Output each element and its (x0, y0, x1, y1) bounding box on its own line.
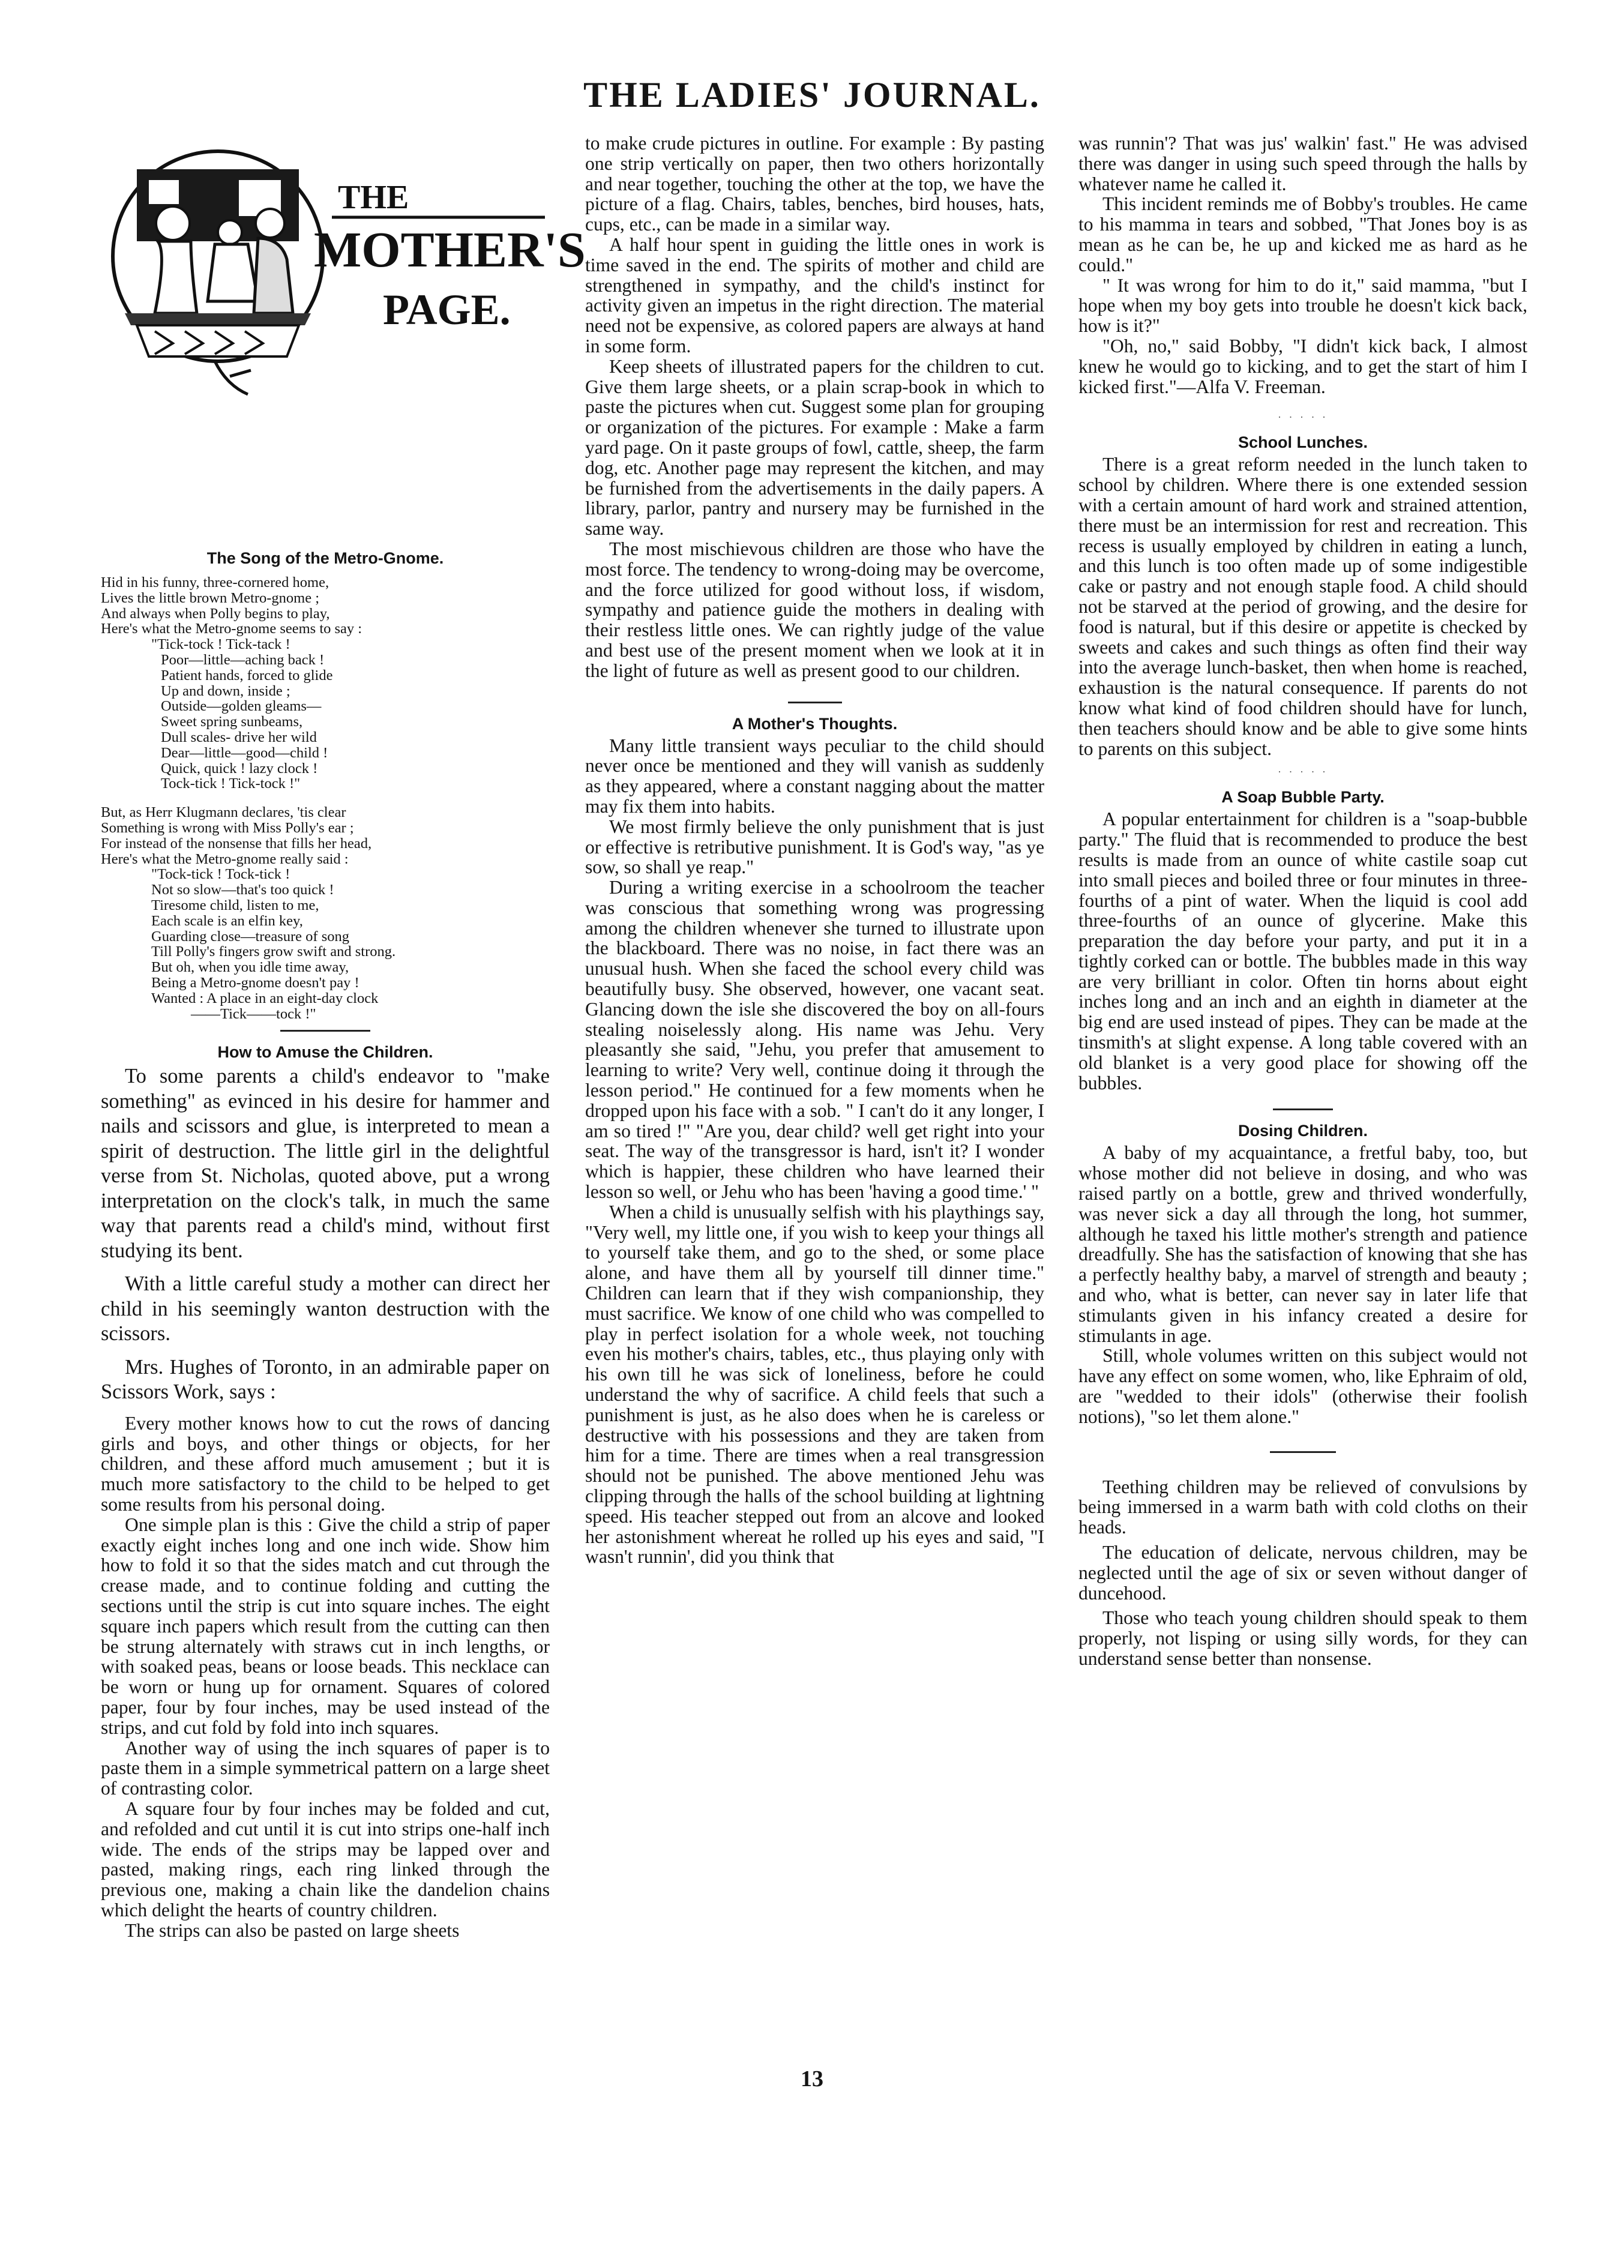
paragraph: Many little transient ways peculiar to the child should never once be mentioned and they will vanish as suddenly as they appeared, where a constant nagging about the matter may fix them into habits. (585, 735, 1044, 817)
poem-line: Patient hands, forced to glide (161, 667, 333, 684)
poem-line: ——Tick——tock !" (191, 1005, 316, 1022)
paragraph: A square four by four inches may be folded and cut, and refolded and cut until it is cut into strips one-half inch wide. The ends of the strips may be lapped over and pasted, making rings, each ring linked through the previous one, making a chain like the dandelion chains which delight the hearts of country children. (101, 1797, 550, 1921)
poem-line: For instead of the nonsense that fills her head, (101, 835, 372, 852)
poem-line: Up and down, inside ; (161, 682, 290, 699)
paragraph: Mrs. Hughes of Toronto, in an admirable paper on Scissors Work, says : (101, 1355, 550, 1404)
poem-line: Sweet spring sunbeams, (161, 714, 303, 730)
poem-line: But, as Herr Klugmann declares, 'tis clear (101, 804, 346, 821)
emblem-title-line2: MOTHER'S (314, 222, 586, 278)
section-divider (280, 1030, 370, 1032)
poem-line: Quick, quick ! lazy clock ! (161, 760, 318, 777)
paragraph: One simple plan is this : Give the child a strip of paper exactly eight inches long and one inch wide. Show him how to fold it so that the sides match and cut through the crease made, and to continue folding and cutting the sections until the strip is cut into square inches. The eight square inch papers which result from the cutting can then be strung alternately with straws cut in inch lengths, or with soaked peas, beans or loose beads. This necklace can be worn or hung up for ornament. Squares of colored paper, four by four inches, may be used instead of the strips, and cut fold by fold into inch squares. (101, 1514, 550, 1738)
amuse-body (101, 1413, 550, 1941)
emblem-title-line1: THE (338, 179, 409, 216)
paragraph: Keep sheets of illustrated papers for the children to cut. Give them large sheets, or a plain scrap-book in which to paste the pictures when cut. Suggest some plan for grouping or organization of the pictures. For example : Make a farm yard page. On it paste groups of fowl, cattle, sheep, the farm dog, etc. Another page may represent the kitchen, and may be furnished from the advertisements in the daily papers. A library, parlor, pantry and nursery may be furnished in the same way. (585, 355, 1044, 540)
paragraph: Another way of using the inch squares of paper is to paste them in a simple symmetrical pattern on a large sheet of contrasting color. (101, 1737, 550, 1799)
song-title: The Song of the Metro-Gnome. (206, 549, 444, 567)
poem-line: "Tick-tock ! Tick-tack ! (151, 636, 290, 653)
poem-line: Hid in his funny, three-cornered home, (101, 574, 329, 591)
amuse-intro (101, 1064, 550, 1405)
ornament-divider: · · · · · (1278, 411, 1328, 424)
poem-line: Outside—golden gleams— (161, 698, 322, 715)
paragraph: was runnin'? That was jus' walkin' fast." He was advised there was danger in using such speed through the halls by whatever name he called it. (1078, 133, 1527, 194)
bubble-title: A Soap Bubble Party. (1221, 788, 1385, 807)
poem-line: Lives the little brown Metro-gnome ; (101, 589, 320, 606)
poem-line: Not so slow—that's too quick ! (151, 882, 334, 898)
poem-line: But oh, when you idle time away, (151, 959, 349, 976)
paragraph: During a writing exercise in a schoolroom the teacher was conscious that something wrong was progressing among the children whenever she turned to illustrate upon the blackboard. There was no noise, in fact there was an unusual hush. When she faced the school every child was beautifully busy. She observed, however, one vacant seat. Glancing down the isle she discovered the boy on all-fours stealing noiselessly along. His name was Jehu. Very pleasantly she said, "Jehu, you prefer that amusement to learning to write? Very well, continue doing it through the lesson period." He continued for a few moments when he dropped upon his face with a sob. " I can't do it any longer, I am so tired !" "Are you, dear child? well get right into your seat. The way of the transgressor is hard, isn't it? I wonder which is happier, these children who have learned their lesson so well, or Jehu who has been 'having a good time.' " (585, 877, 1044, 1203)
paragraph: The most mischievous children are those who have the most force. The tendency to wrong-doing may be overcome, and the force utilized for good without loss, if wisdom, sympathy and patience guide the mothers in dealing with their restless little ones. We can rightly judge of the value and best use of the present moment when we look at it in the light of future as well as present good to our children. (585, 538, 1044, 681)
poem-line: And always when Polly begins to play, (101, 605, 330, 622)
mothers-page-emblem (101, 133, 586, 403)
poem-line: Dull scales- drive her wild (161, 729, 317, 745)
paragraph: This incident reminds me of Bobby's troubles. He came to his mamma in tears and sobbed, "That Jones boy is as mean as he can be, he up and kicked me as hard as he could." (1078, 193, 1527, 275)
thoughts-title: A Mother's Thoughts. (732, 714, 898, 733)
paragraph: " It was wrong for him to do it," said mamma, "but I hope when my boy gets into trouble he doesn't kick back, how is it?" (1078, 274, 1527, 337)
dosing-title: Dosing Children. (1238, 1122, 1368, 1140)
paragraph: "Oh, no," said Bobby, "I didn't kick back, I almost knew he would go to kicking, and to get the start of him I kicked first."—Alfa V. Freeman. (1078, 335, 1527, 397)
ornament-divider: · · · · · (1278, 766, 1328, 778)
poem-line: Poor—little—aching back ! (161, 651, 325, 668)
section-divider (788, 702, 842, 703)
paragraph: A baby of my acquaintance, a fretful baby, too, but whose mother did not believe in dosing, and who was raised partly on a bottle, grew and thrived wonderfully, was never sick a day all through the long, hot summer, although he taxed his little mother's strength and patience dreadfully. She has the satisfaction of knowing that she has a perfectly healthy baby, a marvel of strength and beauty ; and who, what is better, can never say in later life that stimulants given in his infancy created a desire for stimulants in age. (1078, 1142, 1527, 1346)
amuse-title: How to Amuse the Children. (217, 1043, 433, 1062)
column-left (101, 133, 586, 1941)
paragraph: to make crude pictures in outline. For example : By pasting one strip vertically on paper, then two others horizontally and near together, touching the other at the top, we have the picture of a flag. Chairs, tables, benches, bird houses, hats, cups, etc., can be made in a similar way. (585, 133, 1044, 235)
emblem-illustration (113, 151, 323, 394)
section-divider (1270, 1451, 1336, 1453)
paragraph: Still, whole volumes written on this subject would not have any effect on some women, who, like Ephraim of old, are "wedded to their idols" (otherwise their foolish notions), "so let them alone." (1078, 1345, 1527, 1427)
paragraph: The strips can also be pasted on large sheets (125, 1919, 460, 1941)
poem-line: Something is wrong with Miss Polly's ear ; (101, 819, 354, 836)
poem-line: Dear—little—good—child ! (161, 744, 328, 761)
lunches-title: School Lunches. (1238, 433, 1368, 452)
poem-line: Till Polly's fingers grow swift and strong. (151, 943, 396, 960)
song-poem (101, 575, 550, 1021)
poem-line: Guarding close—treasure of song (151, 928, 349, 945)
poem-line: Here's what the Metro-gnome really said : (101, 850, 349, 867)
column-right (1078, 133, 1527, 1669)
page-number: 13 (801, 2066, 823, 2092)
poem-line: Each scale is an elfin key, (151, 912, 303, 929)
paragraph: A half hour spent in guiding the little ones in work is time saved in the end. The spirits of mother and child are strengthened in sympathy, and the child's instinct for activity given an impetus in the right direction. The material need not be expensive, as colored papers are always at hand in some form. (585, 233, 1044, 356)
poem-line: Being a Metro-gnome doesn't pay ! (151, 974, 359, 991)
paragraph: To some parents a child's endeavor to "make something" as evinced in his desire for hammer and nails and scissors and glue, is interpreted to mean a spirit of destruction. The little girl in the delightful verse from St. Nicholas, quoted above, put a wrong interpretation on the clock's talk, in much the same way that parents read a child's mind, without first studying its bent. (101, 1065, 550, 1262)
masthead: THE LADIES' JOURNAL. (583, 75, 1041, 115)
paragraph: The education of delicate, nervous children, may be neglected until the age of six or seven without danger of duncehood. (1078, 1542, 1527, 1604)
paragraph: There is a great reform needed in the lunch taken to school by children. Where there is one extended session with a certain amount of hard work and strained attention, there must be an intermission for rest and recreation. This recess is usually employed by children in eating a lunch, and this lunch is too often made up of some indigestible cake or pastry and not enough staple food. A child should not be starved at the period of growing, and the desire for food is natural, but if this desire or appetite is checked by sweets and cakes and such things as often find their way into the average lunch-basket, then when home is reached, exhaustion is the natural consequence. If parents do not know what kind of food children should have for lunch, then teachers should know and be able to give some hints to parents on this subject. (1078, 454, 1527, 759)
paragraph: With a little careful study a mother can direct her child in his seemingly wanton destruction with the scissors. (101, 1272, 550, 1346)
poem-line: Wanted : A place in an eight-day clock (151, 990, 379, 1006)
paragraph: A popular entertainment for children is a "soap-bubble party." The fluid that is recommended to produce the best results is made from an ounce of white castile soap cut into small pieces and boiled three or four minutes in three-fourths of a pint of water. When the liquid is cool add three-fourths of an ounce of glycerine. Make this preparation the day before your party, and put it in a tightly corked can or bottle. The bubbles made in this way are very brilliant in color. Often tin horns about eight inches long and an inch and an eighth in diameter at the big end are used instead of pipes. They can be made at the tinsmith's at slight expense. A long table covered with an old blanket is a very good place for showing off the bubbles. (1078, 808, 1527, 1093)
poem-line: "Tock-tick ! Tock-tick ! (151, 866, 290, 883)
paragraph: Those who teach young children should speak to them properly, not lisping or using silly words, for they can understand sense better than nonsense. (1078, 1607, 1527, 1669)
paragraph: Every mother knows how to cut the rows of dancing girls and boys, and other things or objects, for her children, and these afford much amusement ; but it is much more satisfactory to the child to be helped to get some results from his personal doing. (101, 1412, 550, 1515)
column-middle (585, 133, 1044, 1567)
poem-line: Tiresome child, listen to me, (151, 897, 319, 913)
paragraph: Teething children may be relieved of convulsions by being immersed in a warm bath with cold cloths on their heads. (1078, 1476, 1527, 1538)
section-divider (1273, 1108, 1333, 1110)
emblem-title-line3: PAGE. (383, 286, 511, 334)
poem-line: Tock-tick ! Tick-tock !" (161, 775, 301, 792)
poem-line: Here's what the Metro-gnome seems to say : (101, 621, 362, 637)
paragraph: We most firmly believe the only punishment that is just or effective is retributive punishment. It is God's way, "as ye sow, so shall ye reap." (585, 816, 1044, 878)
paragraph: When a child is unusually selfish with his playthings say, "Very well, my little one, if you wish to keep your things all to yourself take them, and go to the shed, or some place alone, and have them all by yourself till dinner time." Children can learn that if they wish companionship, they must sacrifice. We know of one child who was compelled to play in perfect isolation for a whole week, not touching even his mother's chairs, tables, etc., thus playing only with his own till he was sick of loneliness, before he could understand the why of sacrifice. A child feels that such a punishment is just, as he also does when he is careless or destructive with his possessions and they are taken from him for a time. There are times when a real transgression should not be punished. The above mentioned Jehu was clipping through the halls of the school building at lightning speed. His teacher stepped out from an alcove and looked her astonishment whereat he rolled up his eyes and said, "I wasn't runnin', did you think that (585, 1201, 1044, 1568)
